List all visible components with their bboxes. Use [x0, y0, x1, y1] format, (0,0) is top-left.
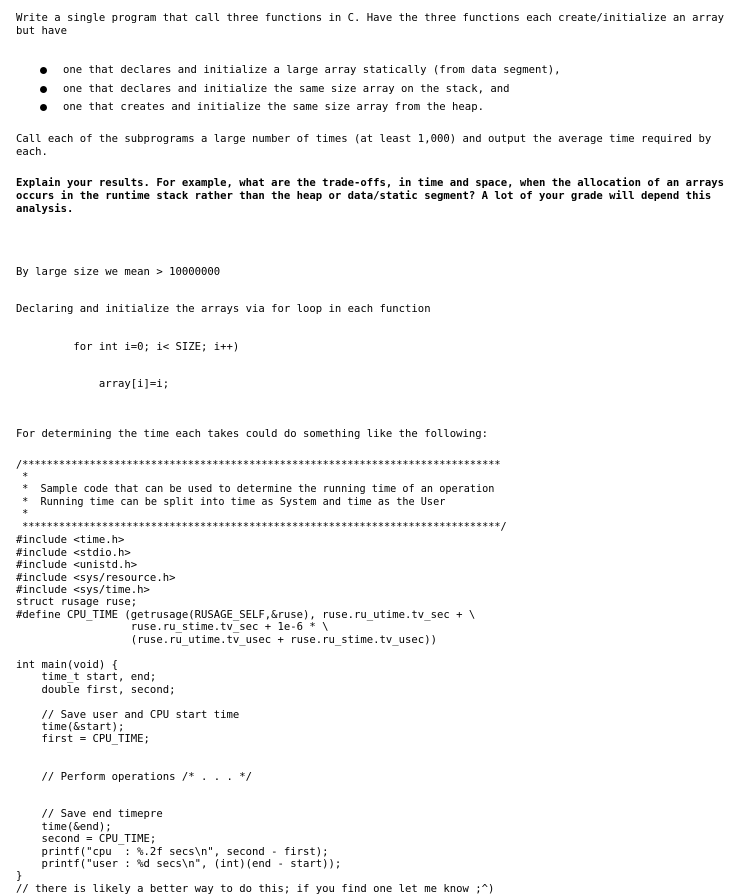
list-item-text: one that declares and initialize the same size array on the stack, and: [63, 82, 510, 95]
size-note-line: Declaring and initialize the arrays via for loop in each function: [16, 303, 431, 315]
list-item-text: one that creates and initialize the same size array from the heap.: [63, 101, 484, 113]
list-item: [16, 64, 738, 83]
explain-paragraph: Explain your results. For example, what are the trade-offs, in time and space, when the allocation of an arrays occurs in the runtime stack rather than the heap or data/static segment? A lot of your grade will depend this analysis.: [16, 176, 724, 215]
spacer: [16, 38, 738, 64]
code-listing: #include <time.h> #include <stdio.h> #include <unistd.h> #include <sys/resource.h> #include <sys/time.h> struct rusage ruse; #define CPU_TIME (getrusage(RUSAGE_SELF,&ruse), ruse.ru_utime.tv_sec + \ ruse.ru_stime.tv_sec + 1e-6 * \ (ruse.ru_utime.tv_usec + ruse.ru_stime.tv_usec)) int main(void) { time_t start, end; double first, second; // Save user and CPU start time time(&start); first = CPU_TIME; // Perform operations /* . . . */ // Save end timepre time(&end); second = CPU_TIME; printf("cpu : %.2f secs\n", second - first); printf("user : %d secs\n", (int)(end - start)); } // there is likely a better way to do this; if you find one let me know ;^): [16, 534, 495, 895]
size-note-line: for int i=0; i< SIZE; i++): [16, 340, 240, 353]
spacer: [16, 120, 738, 133]
size-notes: [16, 241, 738, 416]
assignment-document: [16, 12, 738, 895]
requirements-list: [16, 64, 738, 120]
bullet-icon: [40, 104, 47, 111]
list-item: [16, 101, 738, 120]
instruction-paragraph: Call each of the subprograms a large number of times (at least 1,000) and output the average time required by each.: [16, 132, 712, 158]
spacer: [16, 416, 738, 428]
bullet-icon: [40, 86, 47, 93]
list-item-text: one that declares and initialize a large array statically (from data segment),: [63, 64, 561, 76]
comment-block: /****************************************************************************** * * Sample code that can be used to determine the running time of an operation * Running time can be split into time as System and time as the User * ******************************************************************************/: [16, 459, 507, 533]
timing-intro: For determining the time each takes could do something like the following:: [16, 427, 488, 440]
list-item: [16, 83, 738, 102]
bullet-icon: [40, 67, 47, 74]
size-note-line: array[i]=i;: [16, 378, 170, 390]
spacer: [16, 216, 738, 241]
spacer: [16, 441, 738, 460]
task-paragraph: Write a single program that call three functions in C. Have the three functions each create/initialize an array but have: [16, 12, 724, 37]
size-note-line: By large size we mean > 10000000: [16, 265, 221, 278]
spacer: [16, 159, 738, 177]
